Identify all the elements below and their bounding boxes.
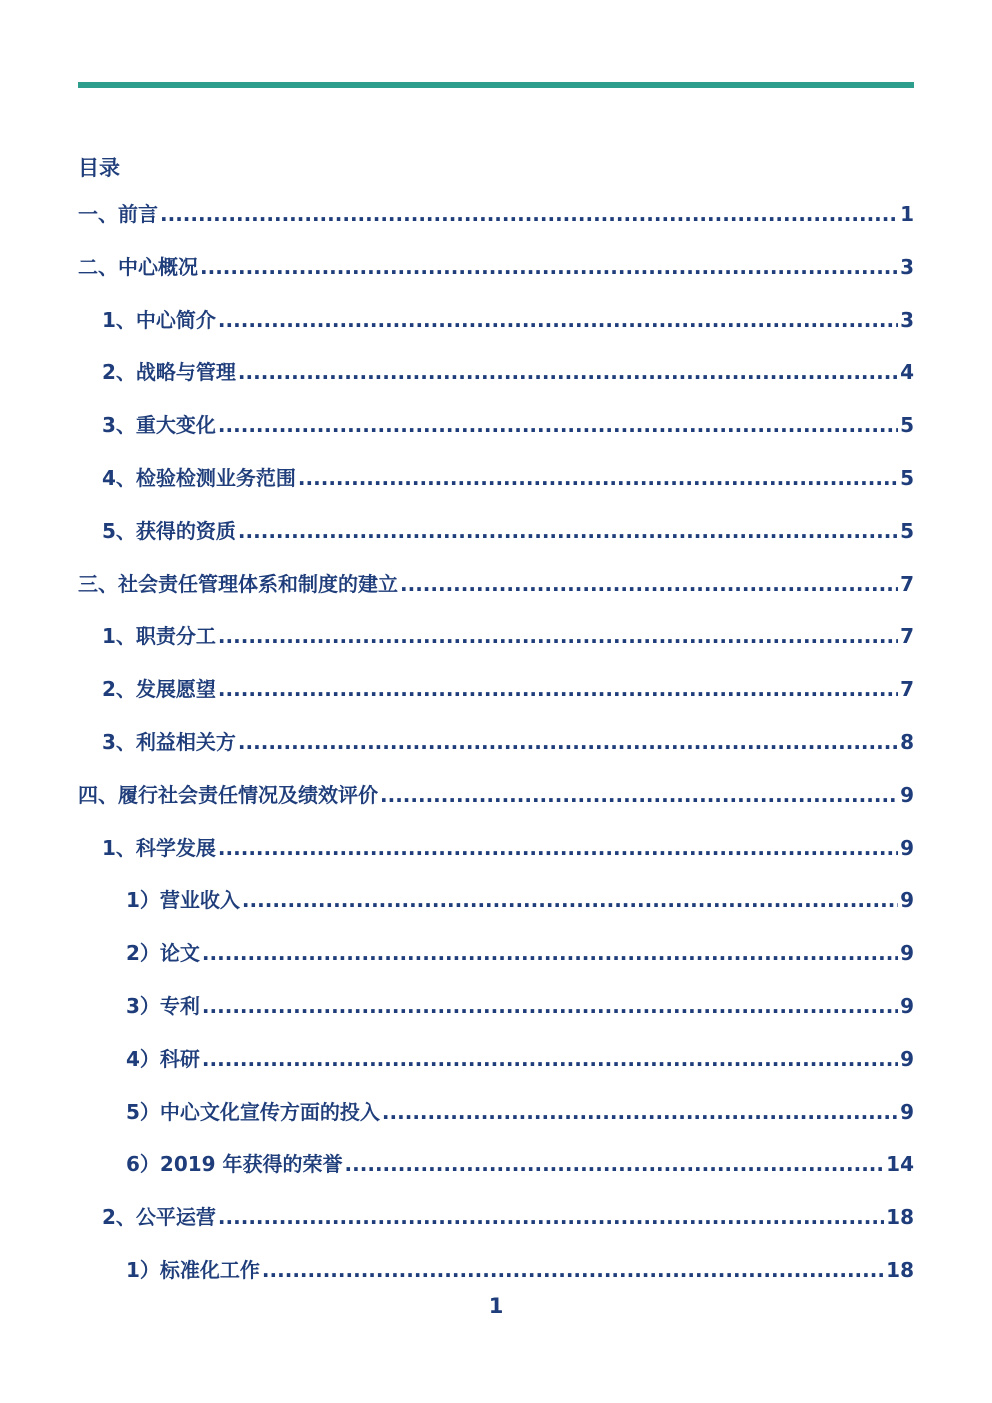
toc-entry-label: 二、中心概况 xyxy=(78,254,198,279)
toc-entry-label: 4）科研 xyxy=(126,1046,200,1071)
toc-dot-leader xyxy=(218,663,898,716)
toc-entry[interactable] xyxy=(78,241,914,294)
toc-dot-leader xyxy=(218,1191,884,1244)
table-of-contents xyxy=(78,188,914,1297)
toc-entry-label: 4、检验检测业务范围 xyxy=(102,465,296,490)
toc-entry-page: 18 xyxy=(886,1257,914,1282)
toc-entry-page: 9 xyxy=(900,888,914,913)
toc-entry[interactable] xyxy=(78,980,914,1033)
toc-entry-label: 2）论文 xyxy=(126,941,200,966)
toc-entry-label: 2、发展愿望 xyxy=(102,677,216,702)
toc-entry[interactable] xyxy=(78,1244,914,1297)
toc-entry-page: 7 xyxy=(900,571,914,596)
toc-entry[interactable] xyxy=(78,610,914,663)
toc-dot-leader xyxy=(200,241,898,294)
toc-dot-leader xyxy=(202,927,898,980)
toc-dot-leader xyxy=(238,505,898,558)
toc-entry[interactable] xyxy=(78,663,914,716)
toc-entry-page: 5 xyxy=(900,413,914,438)
toc-dot-leader xyxy=(218,610,898,663)
toc-entry[interactable] xyxy=(78,294,914,347)
toc-entry-page: 9 xyxy=(900,993,914,1018)
toc-entry-page: 3 xyxy=(900,307,914,332)
toc-entry[interactable] xyxy=(78,769,914,822)
toc-dot-leader xyxy=(238,716,898,769)
toc-entry[interactable] xyxy=(78,1086,914,1139)
toc-entry-label: 5）中心文化宣传方面的投入 xyxy=(126,1099,380,1124)
toc-entry[interactable] xyxy=(78,1138,914,1191)
toc-entry-page: 9 xyxy=(900,941,914,966)
toc-dot-leader xyxy=(262,1244,884,1297)
toc-dot-leader xyxy=(380,769,898,822)
toc-entry[interactable] xyxy=(78,558,914,611)
toc-entry-page: 14 xyxy=(886,1152,914,1177)
toc-entry-page: 5 xyxy=(900,465,914,490)
toc-entry-label: 3）专利 xyxy=(126,993,200,1018)
toc-entry-label: 2、公平运营 xyxy=(102,1205,216,1230)
toc-entry-page: 3 xyxy=(900,254,914,279)
toc-entry-page: 9 xyxy=(900,782,914,807)
toc-dot-leader xyxy=(238,346,898,399)
toc-dot-leader xyxy=(242,874,898,927)
toc-entry[interactable] xyxy=(78,716,914,769)
toc-dot-leader xyxy=(202,980,898,1033)
toc-entry-page: 18 xyxy=(886,1205,914,1230)
toc-entry-label: 3、利益相关方 xyxy=(102,729,236,754)
toc-entry[interactable] xyxy=(78,188,914,241)
toc-entry-label: 5、获得的资质 xyxy=(102,518,236,543)
toc-entry[interactable] xyxy=(78,1033,914,1086)
toc-entry[interactable] xyxy=(78,874,914,927)
toc-entry[interactable] xyxy=(78,822,914,875)
toc-entry-page: 9 xyxy=(900,1046,914,1071)
toc-entry-label: 1）标准化工作 xyxy=(126,1257,260,1282)
toc-entry-page: 8 xyxy=(900,729,914,754)
toc-entry-page: 4 xyxy=(900,360,914,385)
toc-dot-leader xyxy=(202,1033,898,1086)
toc-entry-page: 9 xyxy=(900,835,914,860)
toc-entry-page: 7 xyxy=(900,677,914,702)
toc-entry-page: 7 xyxy=(900,624,914,649)
toc-entry-label: 1、职责分工 xyxy=(102,624,216,649)
toc-dot-leader xyxy=(400,558,898,611)
toc-entry-label: 1、科学发展 xyxy=(102,835,216,860)
toc-entry-label: 三、社会责任管理体系和制度的建立 xyxy=(78,571,398,596)
toc-entry[interactable] xyxy=(78,1191,914,1244)
toc-entry[interactable] xyxy=(78,346,914,399)
footer-page-number: 1 xyxy=(488,1294,504,1318)
toc-entry-label: 四、履行社会责任情况及绩效评价 xyxy=(78,782,378,807)
toc-dot-leader xyxy=(298,452,898,505)
toc-title: 目录 xyxy=(78,156,120,180)
toc-entry-label: 1）营业收入 xyxy=(126,888,240,913)
toc-entry[interactable] xyxy=(78,399,914,452)
toc-dot-leader xyxy=(218,822,898,875)
toc-dot-leader xyxy=(345,1138,885,1191)
toc-entry-page: 5 xyxy=(900,518,914,543)
toc-entry-page: 1 xyxy=(900,202,914,226)
toc-entry[interactable] xyxy=(78,927,914,980)
toc-dot-leader xyxy=(218,399,898,452)
toc-dot-leader xyxy=(218,294,898,347)
header-rule xyxy=(78,82,914,88)
toc-entry-label: 2、战略与管理 xyxy=(102,360,236,385)
toc-dot-leader xyxy=(382,1086,898,1139)
toc-entry-label: 一、前言 xyxy=(78,202,158,226)
toc-entry-page: 9 xyxy=(900,1099,914,1124)
toc-entry[interactable] xyxy=(78,452,914,505)
toc-entry-label: 6）2019 年获得的荣誉 xyxy=(126,1152,343,1177)
toc-entry-label: 1、中心简介 xyxy=(102,307,216,332)
toc-dot-leader xyxy=(160,188,898,241)
toc-entry[interactable] xyxy=(78,505,914,558)
toc-entry-label: 3、重大变化 xyxy=(102,413,216,438)
